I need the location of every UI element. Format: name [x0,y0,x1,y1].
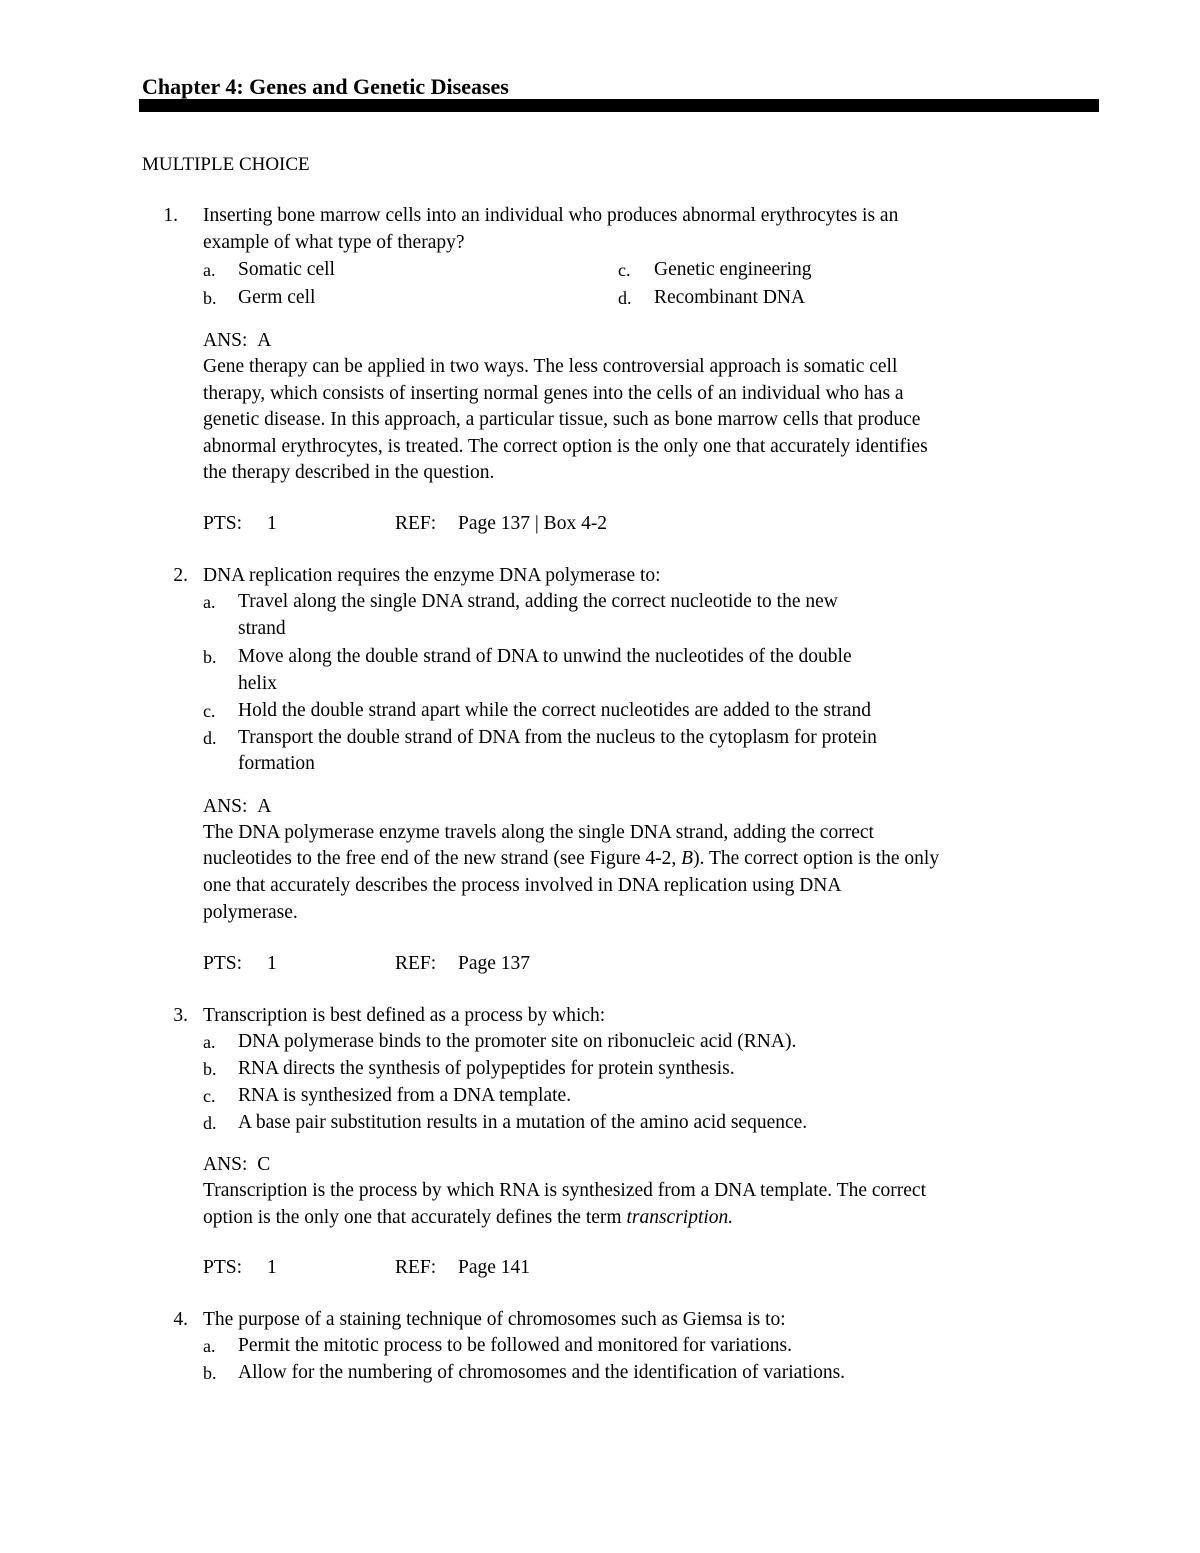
question-number: 3. [173,1005,188,1026]
option-letter: b. [203,647,217,667]
option-letter: b. [203,1059,217,1079]
answer-line [203,794,271,820]
question-stem: Transcription is best defined as a process by which: [203,1005,606,1026]
option-text: Travel along the single DNA strand, adding the correct nucleotide to the new [238,591,838,612]
question-stem: example of what type of therapy? [203,232,465,253]
title-rule [139,99,1099,112]
option-letter: b. [203,1363,217,1383]
points-value: 1 [267,513,277,534]
question-stem: DNA replication requires the enzyme DNA polymerase to: [203,565,661,586]
option-letter: a. [203,1336,216,1356]
rationale-text: nucleotides to the free end of the new strand (see Figure 4-2, [203,848,682,869]
answer-value: A [257,796,272,817]
option-text: A base pair substitution results in a mutation of the amino acid sequence. [238,1112,808,1133]
option-letter: a. [203,592,216,612]
rationale-line [203,846,939,872]
ref-label: REF: [395,953,437,974]
rationale-italic: transcription. [626,1207,734,1228]
points-value: 1 [267,1257,277,1278]
points-value: 1 [267,953,277,974]
option-letter: c. [203,701,216,721]
option-text: Hold the double strand apart while the correct nucleotides are added to the strand [238,700,871,721]
option-text: helix [238,673,277,694]
chapter-title: Chapter 4: Genes and Genetic Diseases [142,74,509,99]
option-text: Allow for the numbering of chromosomes and the identification of variations. [238,1362,846,1383]
answer-label: ANS: [203,796,248,817]
option-text: Germ cell [238,287,316,308]
ref-value: Page 137 [458,953,531,974]
answer-value: C [257,1154,271,1175]
rationale-line [203,1205,733,1231]
option-letter: d. [203,1113,217,1133]
question-number: 2. [173,565,188,586]
question-stem: Inserting bone marrow cells into an individual who produces abnormal erythrocytes is an [203,205,899,226]
answer-value: A [257,330,272,351]
points-label: PTS: [203,513,243,534]
ref-label: REF: [395,1257,437,1278]
option-text: Genetic engineering [654,259,812,280]
option-letter: c. [203,1086,216,1106]
rationale-text: ). The correct option is the only [693,848,940,869]
answer-line [203,328,271,354]
option-text: formation [238,753,315,774]
option-letter: d. [618,288,632,308]
option-text: strand [238,618,286,639]
rationale-line: therapy, which consists of inserting normal genes into the cells of an individual who has a [203,383,904,404]
rationale-line: one that accurately describes the process involved in DNA replication using DNA [203,875,842,896]
rationale-line: abnormal erythrocytes, is treated. The correct option is the only one that accurately identifies [203,436,928,457]
question-number: 1. [163,205,178,226]
option-text: Permit the mitotic process to be followed and monitored for variations. [238,1335,792,1356]
question-stem: The purpose of a staining technique of chromosomes such as Giemsa is to: [203,1309,786,1330]
answer-label: ANS: [203,330,248,351]
rationale-text: option is the only one that accurately defines the term [203,1207,627,1228]
option-text: Transport the double strand of DNA from the nucleus to the cytoplasm for protein [238,727,877,748]
option-letter: a. [203,1032,216,1052]
option-letter: b. [203,288,217,308]
answer-line [203,1152,270,1178]
option-text: Recombinant DNA [654,287,806,308]
points-label: PTS: [203,1257,243,1278]
points-label: PTS: [203,953,243,974]
rationale-line: genetic disease. In this approach, a particular tissue, such as bone marrow cells that produce [203,409,921,430]
ref-label: REF: [395,513,437,534]
option-text: Somatic cell [238,259,335,280]
option-text: RNA directs the synthesis of polypeptides for protein synthesis. [238,1058,735,1079]
ref-value: Page 137 | Box 4-2 [458,513,608,534]
ref-value: Page 141 [458,1257,531,1278]
rationale-italic: B [681,848,694,869]
option-text: Move along the double strand of DNA to unwind the nucleotides of the double [238,646,852,667]
rationale-line: Gene therapy can be applied in two ways. The less controversial approach is somatic cell [203,356,898,377]
option-letter: d. [203,728,217,748]
answer-label: ANS: [203,1154,248,1175]
option-text: RNA is synthesized from a DNA template. [238,1085,572,1106]
rationale-line: the therapy described in the question. [203,462,495,483]
section-heading: MULTIPLE CHOICE [142,154,310,175]
rationale-line: polymerase. [203,902,298,923]
option-text: DNA polymerase binds to the promoter site on ribonucleic acid (RNA). [238,1031,797,1052]
option-letter: a. [203,260,216,280]
question-number: 4. [173,1309,188,1330]
rationale-line: Transcription is the process by which RNA is synthesized from a DNA template. The correct [203,1180,926,1201]
rationale-line: The DNA polymerase enzyme travels along the single DNA strand, adding the correct [203,822,874,843]
option-letter: c. [618,260,631,280]
